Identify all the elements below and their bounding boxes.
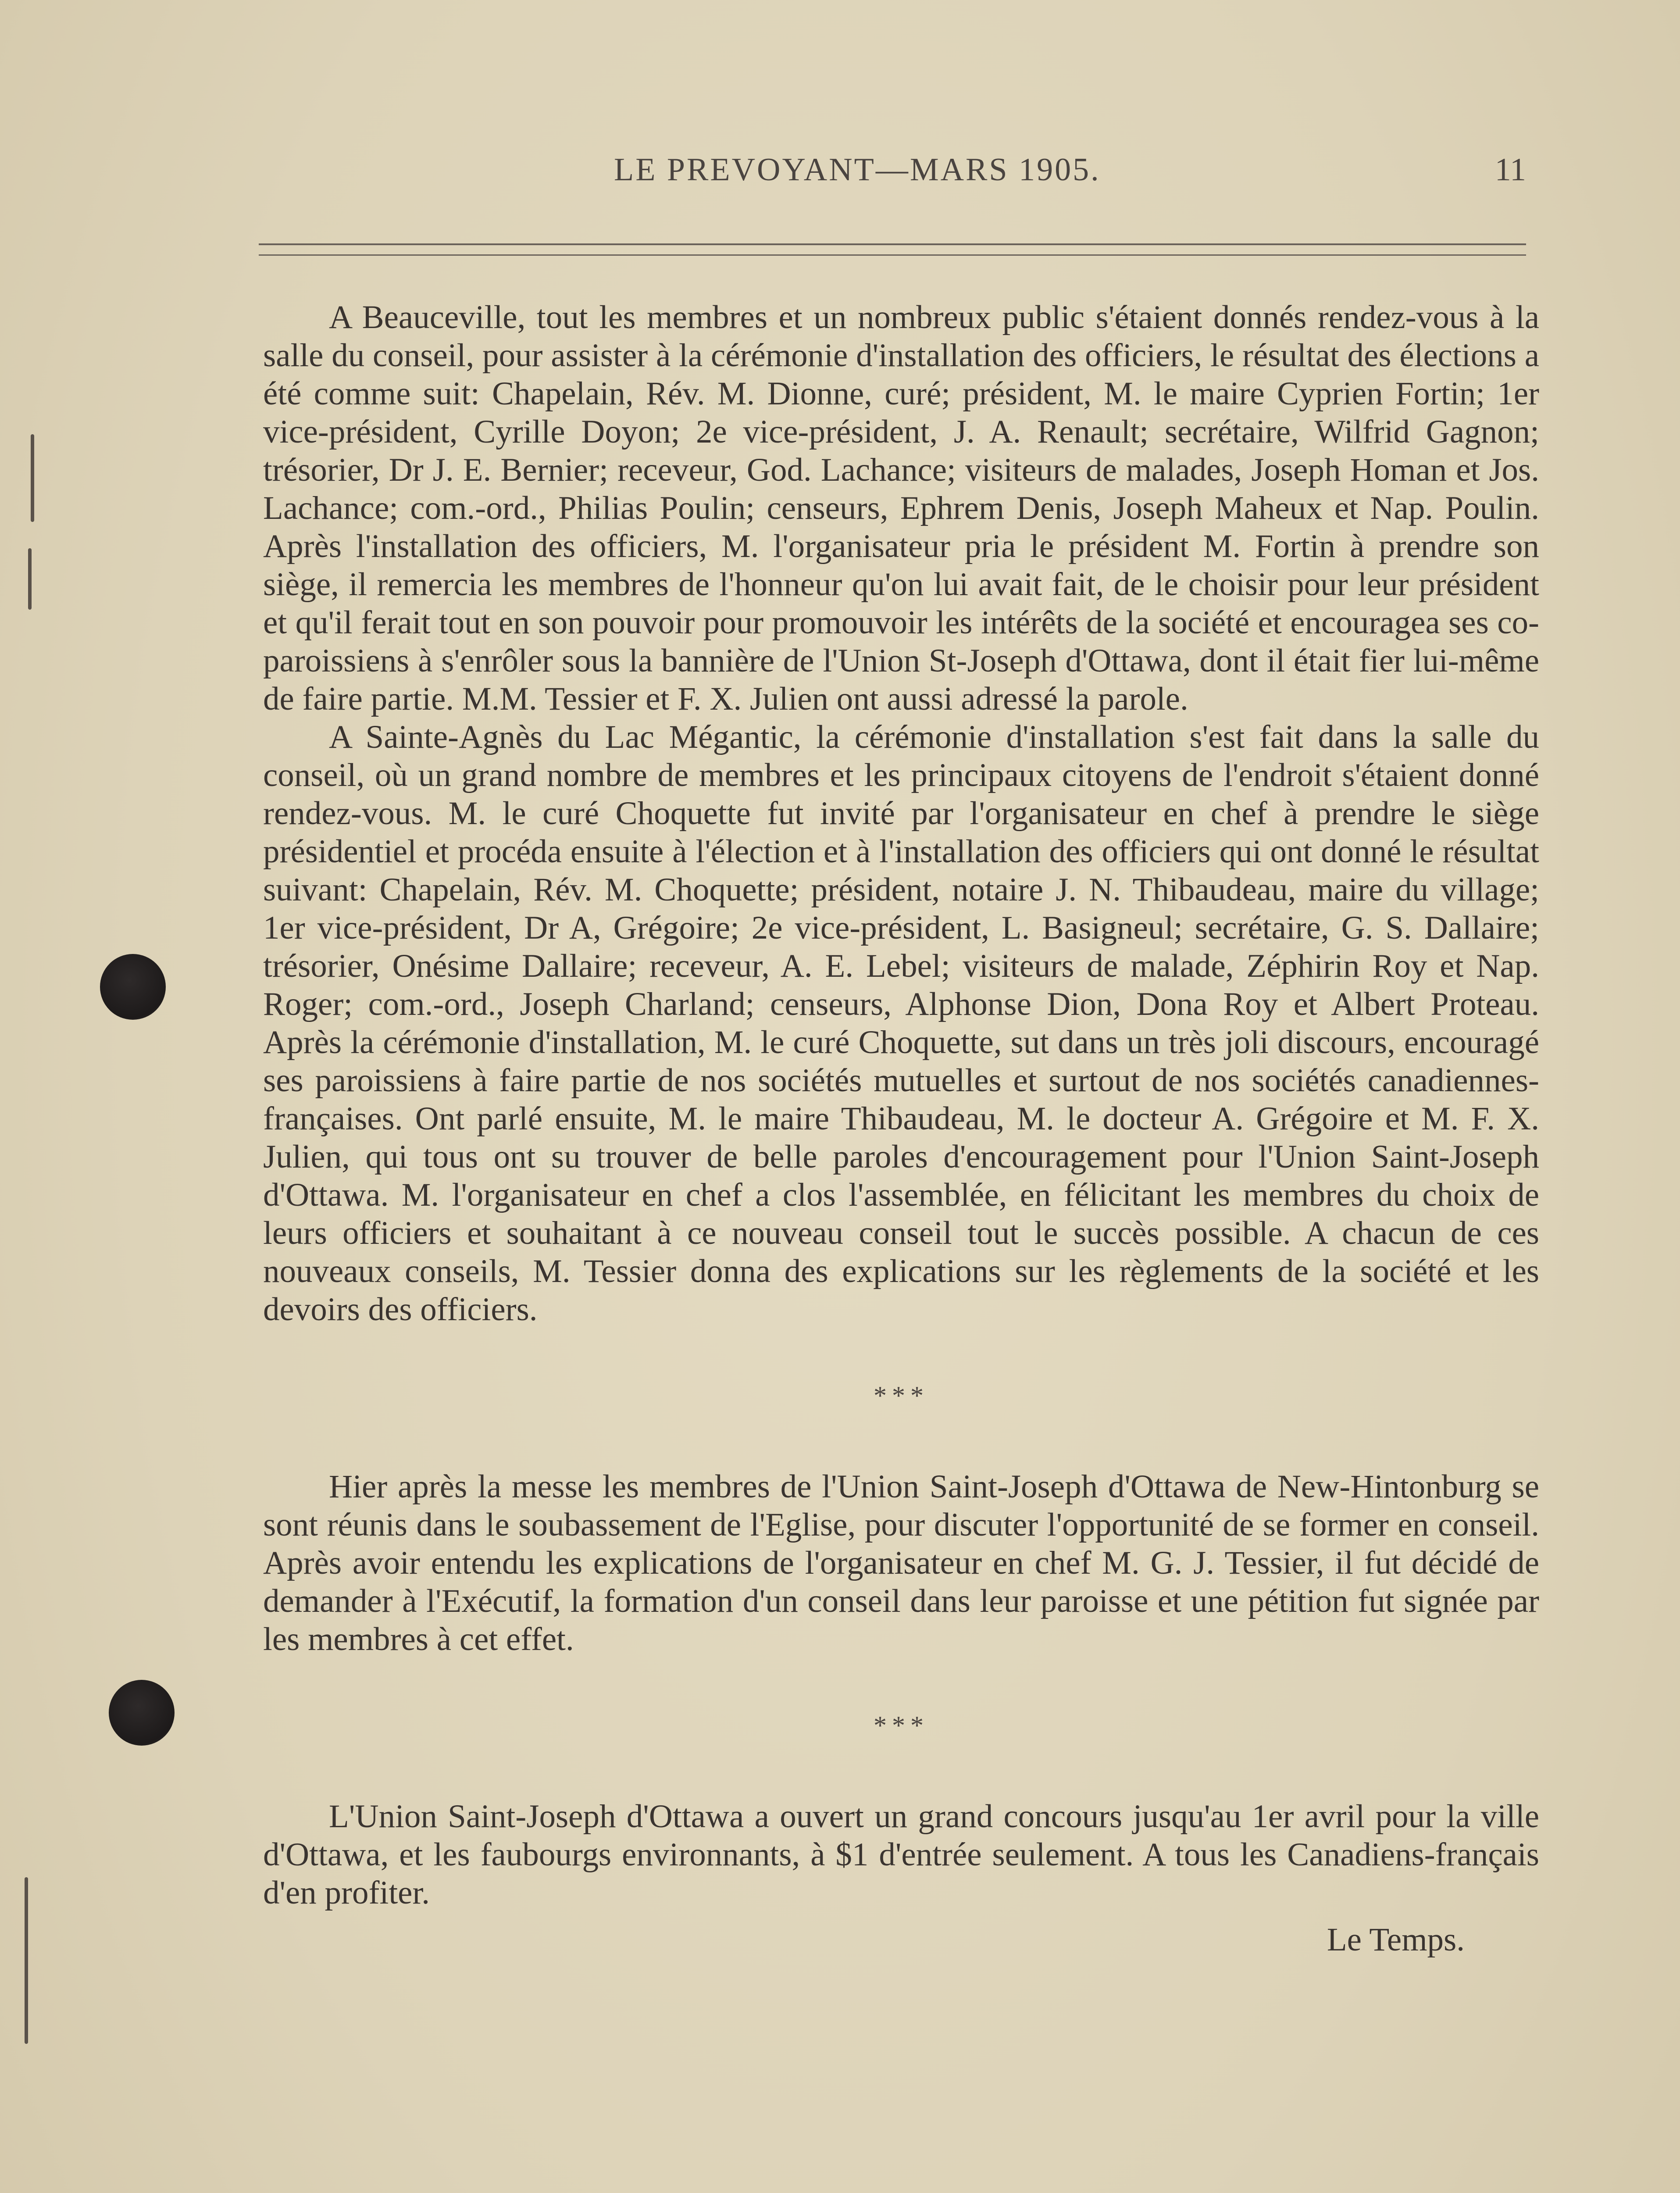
article-body: [263, 298, 1539, 1959]
punch-hole: [100, 954, 166, 1020]
paragraph-sainte-agnes: A Sainte-Agnès du Lac Mégantic, la cérémonie d'installation s'est fait dans la salle du conseil, où un grand nombre de membres et les principaux citoyens de l'endroit s'étaient donné rendez-vous. M. le curé Choquette fut invité par l'organisateur en chef à prendre le siège présidentiel et procéda ensuite à l'élection et à l'installation des officiers qui ont donné le résultat suivant: Chapelain, Rév. M. Choquette; président, notaire J. N. Thibaudeau, maire du village; 1er vice-président, Dr A, Grégoire; 2e vice-président, L. Basigneul; secrétaire, G. S. Dallaire; trésorier, Onésime Dallaire; receveur, A. E. Lebel; visiteurs de malade, Zéphirin Roy et Nap. Roger; com.-ord., Joseph Charland; censeurs, Alphonse Dion, Dona Roy et Albert Proteau. Après la cérémonie d'installation, M. le curé Choquette, sut dans un très joli discours, encouragé ses paroissiens à faire partie de nos sociétés mutuelles et surtout de nos sociétés canadiennes-françaises. Ont parlé ensuite, M. le maire Thibaudeau, M. le docteur A. Grégoire et M. F. X. Julien, qui tous ont su trouver de belle paroles d'encouragement pour l'Union Saint-Joseph d'Ottawa. M. l'organisateur en chef a clos l'assemblée, en félicitant les membres du choix de leurs officiers et souhaitant à ce nouveau conseil tout le succès possible. A chacun de ces nouveaux conseils, M. Tessier donna des explications sur les règlements de la société et les devoirs des officiers.: [263, 719, 1539, 1328]
margin-mark: [25, 1877, 28, 2044]
header-rule: [259, 243, 1526, 245]
punch-hole: [109, 1680, 175, 1746]
section-separator: ***: [874, 1381, 929, 1410]
page-header: [263, 151, 1526, 200]
page-number: 11: [1495, 152, 1526, 188]
paragraph-concours: L'Union Saint-Joseph d'Ottawa a ouvert un grand concours jusqu'au 1er avril pour la ville d'Ottawa, et les faubourgs environnants, à $1 d'entrée seulement. A tous les Canadiens-français d'en profiter.: [263, 1798, 1539, 1911]
margin-mark: [31, 434, 34, 522]
running-title: LE PREVOYANT—MARS 1905.: [614, 152, 1101, 188]
section-separator: ***: [874, 1711, 929, 1740]
signature: Le Temps.: [1327, 1922, 1465, 1958]
header-rule: [259, 254, 1526, 256]
margin-mark: [28, 548, 32, 610]
paragraph-beauceville: A Beauceville, tout les membres et un nombreux public s'étaient donnés rendez-vous à la salle du conseil, pour assister à la cérémonie d'installation des officiers, le résultat des élections a été comme suit: Chapelain, Rév. M. Dionne, curé; président, M. le maire Cyprien Fortin; 1er vice-président, Cyrille Doyon; 2e vice-président, J. A. Renault; secrétaire, Wilfrid Gagnon; trésorier, Dr J. E. Bernier; receveur, God. Lachance; visiteurs de malades, Joseph Homan et Jos. Lachance; com.-ord., Philias Poulin; censeurs, Ephrem Denis, Joseph Maheux et Nap. Poulin. Après l'installation des officiers, M. l'organisateur pria le président M. Fortin à prendre son siège, il remercia les membres de l'honneur qu'on lui avait fait, de le choisir pour leur président et qu'il ferait tout en son pouvoir pour promouvoir les intérêts de la société et encouragea ses co-paroissiens à s'enrôler sous la bannière de l'Union St-Joseph d'Ottawa, dont il était fier lui-même de faire partie. M.M. Tessier et F. X. Julien ont aussi adressé la parole.: [263, 299, 1539, 717]
paragraph-new-hintonburg: Hier après la messe les membres de l'Union Saint-Joseph d'Ottawa de New-Hintonburg se sont réunis dans le soubassement de l'Eglise, pour discuter l'opportunité de se former en conseil. Après avoir entendu les explications de l'organisateur en chef M. G. J. Tessier, il fut décidé de demander à l'Exécutif, la formation d'un conseil dans leur paroisse et une pétition fut signée par les membres à cet effet.: [263, 1468, 1539, 1657]
